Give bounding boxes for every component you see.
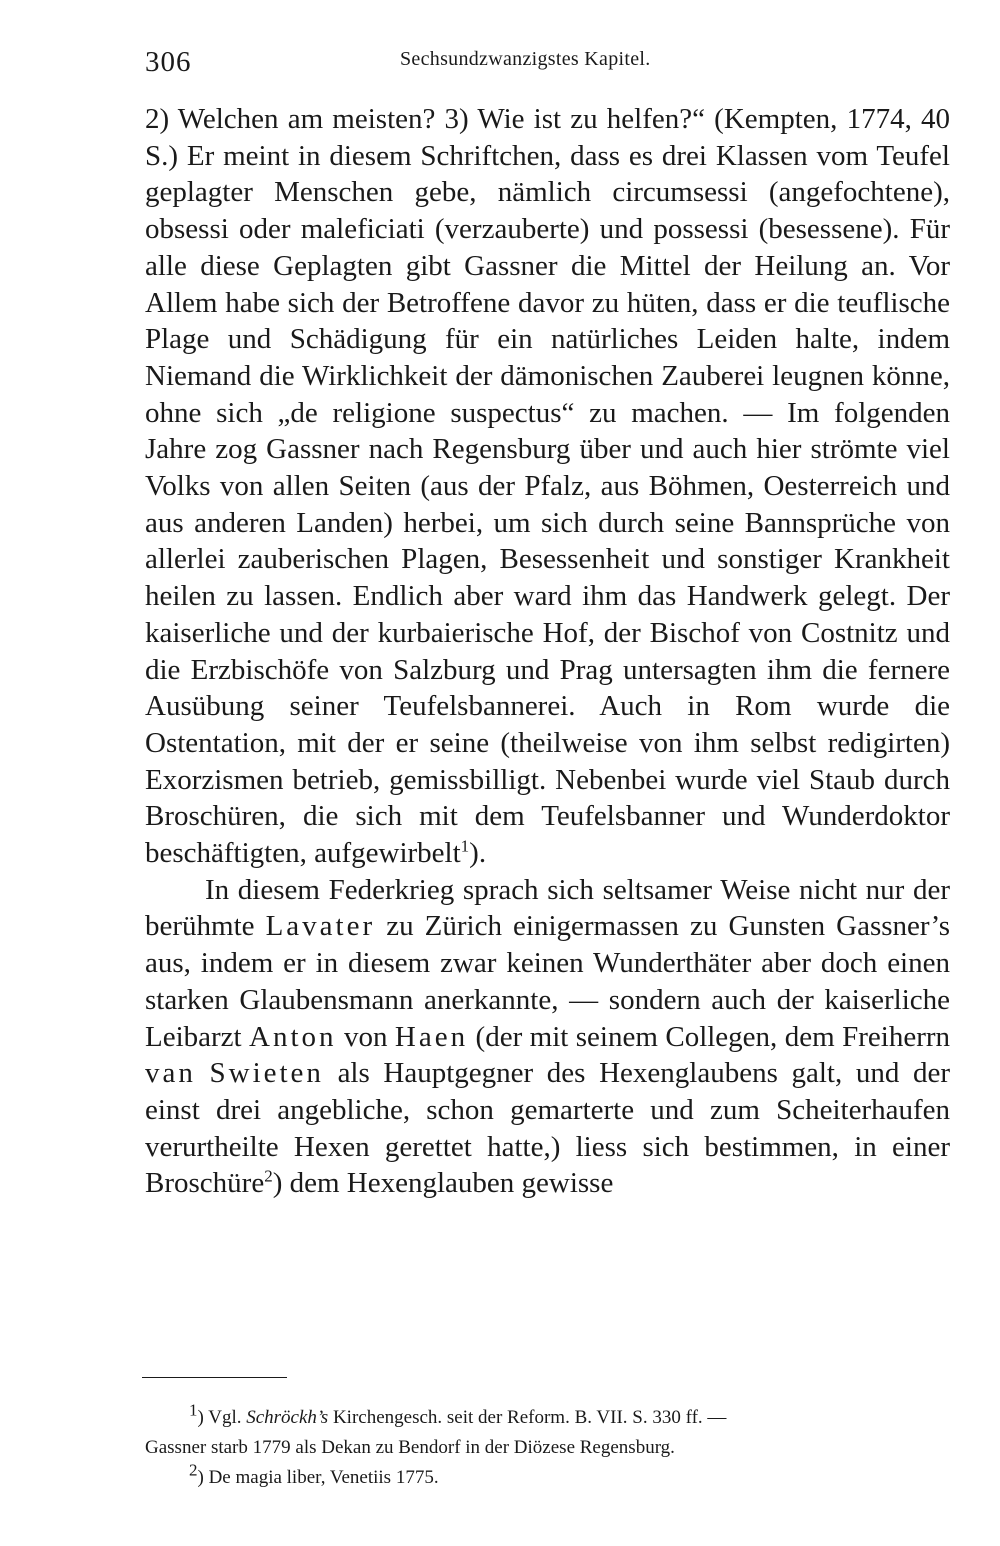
- paragraph-1-end: ).: [469, 837, 487, 870]
- paragraph-1: [145, 101, 950, 872]
- paragraph-2-text-d: (der mit seinem Collegen, dem Freiherrn: [468, 1020, 951, 1053]
- paragraph-2-text-c: von: [336, 1020, 395, 1053]
- paragraph-2-text-f: als Hauptgegner des Hexenglaubens galt, und der einst drei angebliche, schon gemarterte und zum Scheiterhaufen verurtheilte Hexen gerettet hatte,) liess sich bestimmen, in einer Broschüre: [145, 1057, 950, 1200]
- paragraph-2-text-b: zu Zürich einigermassen zu Gunsten Gassner’s aus, indem er in diesem zwar keinen Wunderthäter aber doch einen starken Glaubensmann anerkannte, — sondern auch der kaiserliche Leibarzt: [145, 910, 951, 1053]
- name-van: van: [145, 1057, 196, 1090]
- footnote-1: [145, 1400, 950, 1433]
- footnote-1-italic: Schröckh’s: [246, 1407, 329, 1428]
- footnote-2-mark: 2: [189, 1460, 198, 1480]
- footnote-ref-1: 1: [460, 836, 470, 856]
- footnotes: [145, 1400, 950, 1493]
- body-text: [145, 101, 950, 1202]
- name-anton: Anton: [249, 1020, 337, 1053]
- footnote-1-text-b: Kirchengesch. seit der Reform. B. VII. S. 330 ff. —: [328, 1407, 727, 1428]
- name-lavater: Lavater: [265, 910, 376, 943]
- footnote-2-text: ) De magia liber, Venetiis 1775.: [197, 1467, 439, 1488]
- name-haen: Haen: [394, 1020, 469, 1053]
- page-header: [145, 38, 950, 88]
- paragraph-1-text: 2) Welchen am meisten? 3) Wie ist zu helfen?“ (Kempten, 1774, 40 S.) Er meint in diesem Schriftchen, dass es drei Klassen vom Teufel geplagter Menschen gebe, nämlich circumsessi (angefochtene), obsessi oder maleficiati (verzauberte) und possessi (besessene). Für alle diese Geplagten gibt Gassner die Mittel der Heilung an. Vor Allem habe sich der Betroffene davor zu hüten, dass er die teuflische Plage und Schädigung für ein natürliches Leiden halte, indem Niemand die Wirklichkeit der dämonischen Zauberei leugnen könne, ohne sich „de religione suspectus“ zu machen. — Im folgenden Jahre zog Gassner nach Regensburg über und auch hier strömte viel Volks von allen Seiten (aus der Pfalz, aus Böhmen, Oesterreich und aus anderen Landen) herbei, um sich durch seine Bannsprüche von allerlei zauberischen Plagen, Besessenheit und sonstiger Krankheit heilen zu lassen. Endlich aber ward ihm das Handwerk gelegt. Der kaiserliche und der kurbaierische Hof, der Bischof von Costnitz und die Erzbischöfe von Salzburg und Prag untersagten ihm die fernere Ausübung seiner Teufelsbannerei. Auch in Rom wurde die Ostentation, mit der er seine (theilweise von ihm selbst redigirten) Exorzismen betrieb, gemissbilligt. Nebenbei wurde viel Staub durch Broschüren, die sich mit dem Teufelsbanner und Wunderdoktor beschäftigten, aufgewirbelt: [145, 103, 950, 870]
- paragraph-2-text-e: [196, 1057, 210, 1089]
- paragraph-2-text-a: In diesem Federkrieg sprach sich seltsamer Weise nicht nur der berühmte: [145, 873, 950, 943]
- running-head: Sechsundzwanzigstes Kapitel.: [400, 48, 651, 70]
- footnote-2: [145, 1460, 950, 1493]
- paragraph-2: [145, 872, 950, 1202]
- footnote-divider: [142, 1377, 287, 1378]
- footnote-1-continuation: Gassner starb 1779 als Dekan zu Bendorf in der Diözese Regensburg.: [145, 1437, 675, 1458]
- footnote-1-mark: 1: [189, 1400, 198, 1420]
- paragraph-2-text-g: ) dem Hexenglauben gewisse: [272, 1167, 614, 1200]
- footnote-ref-2: 2: [264, 1166, 273, 1186]
- footnote-1-text-a: ) Vgl.: [197, 1407, 247, 1428]
- page-number: 306: [145, 46, 192, 78]
- name-swieten: Swieten: [209, 1057, 324, 1090]
